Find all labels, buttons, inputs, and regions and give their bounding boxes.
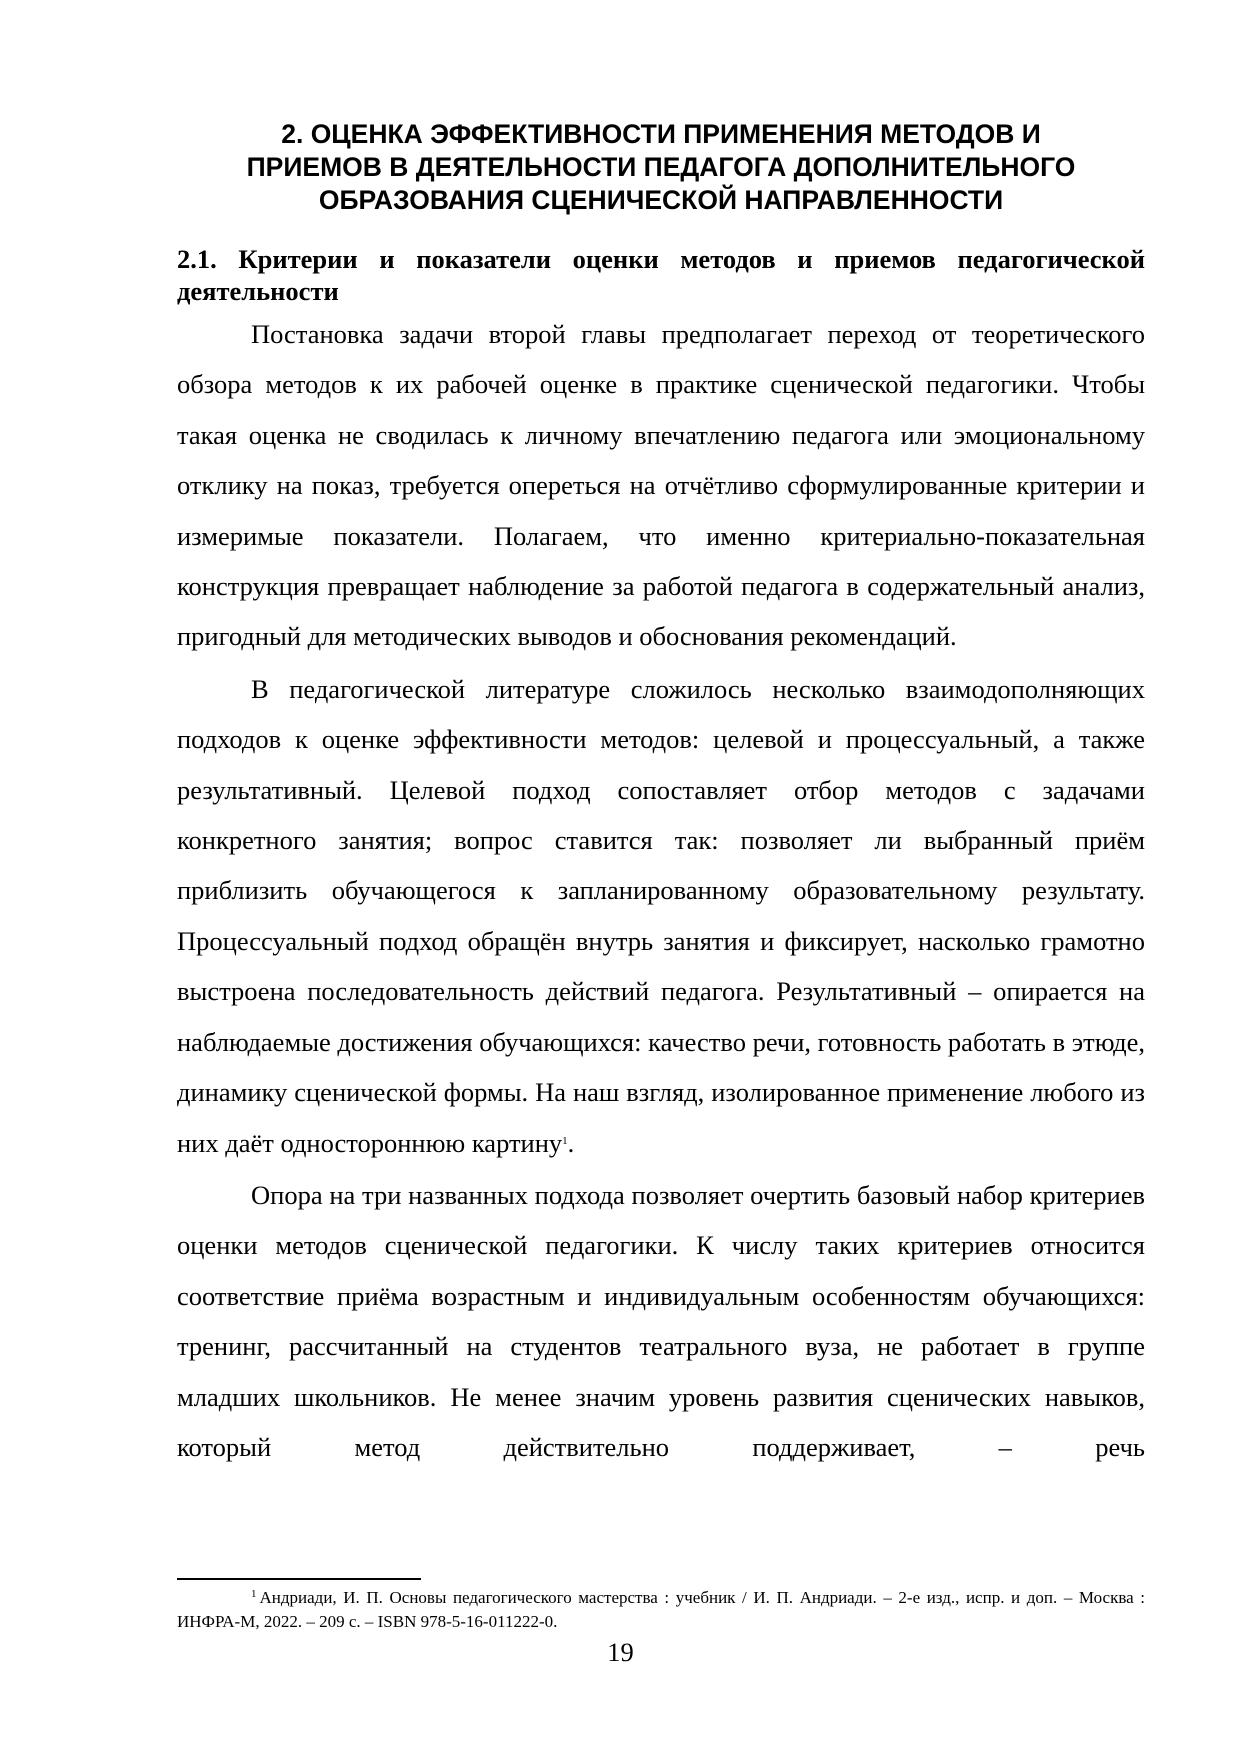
footnote-text: Андриади, И. П. Основы педагогического мастерства : учебник / И. П. Андриади. – 2-е изд., испр. и доп. – Москва : ИНФРА-М, 2022. – 209 с. – ISBN 978-5-16-011222-0.	[177, 1588, 1145, 1631]
chapter-title-line-3: ОБРАЗОВАНИЯ СЦЕНИЧЕСКОЙ НАПРАВЛЕННОСТИ	[318, 185, 1004, 215]
section-title: 2.1. Критерии и показатели оценки методов и приемов педагогической деятельности	[177, 244, 1145, 306]
paragraph-2-end: .	[567, 1127, 575, 1158]
footnote-mark: 1	[251, 1588, 257, 1600]
paragraph-2-text: В педагогической литературе сложилось несколько взаимодополняющих подходов к оценке эффективности методов: целевой и процессуальный, а также результативный. Целевой подход сопоставляет отбор методов с задачами конкретного занятия; вопрос ставится так: позволяет ли выбранный приём приблизить обучающегося к запланированному образовательному результату. Процессуальный подход обращён внутрь занятия и фиксирует, насколько грамотно выстроена последовательность действий педагога. Результативный – опирается на наблюдаемые достижения обучающихся: качество речи, готовность работать в этюде, динамику сценической формы. На наш взгляд, изолированное применение любого из них даёт одностороннюю картину	[177, 673, 1146, 1158]
paragraph-3: Опора на три названных подхода позволяет очертить базовый набор критериев оценки методов сценической педагогики. К числу таких критериев относится соответствие приёма возрастным и индивидуальным особенностям обучающихся: тренинг, рассчитанный на студентов театрального вуза, не работает в группе младших школьников. Не менее значим уровень развития сценических навыков, который метод действительно поддерживает, – речь	[177, 1179, 1145, 1462]
footnote	[177, 1586, 1145, 1634]
paragraph-1: Постановка задачи второй главы предполагает переход от теоретического обзора методов к их рабочей оценке в практике сценической педагогики. Чтобы такая оценка не сводилась к личному впечатлению педагога или эмоциональному отклику на показ, требуется опереться на отчётливо сформулированные критерии и измеримые показатели. Полагаем, что именно критериально-показательная конструкция превращает наблюдение за работой педагога в содержательный анализ, пригодный для методических выводов и обоснования рекомендаций.	[177, 319, 1145, 652]
footnote-reference[interactable]: 1	[562, 1134, 568, 1147]
paragraph-2	[177, 664, 1145, 1168]
page-number: 19	[607, 1637, 634, 1667]
document-page	[177, 118, 1145, 1472]
chapter-title-line-1: 2. ОЦЕНКА ЭФФЕКТИВНОСТИ ПРИМЕНЕНИЯ МЕТОДОВ И	[281, 119, 1041, 149]
chapter-title	[177, 118, 1145, 217]
footnote-separator	[177, 1578, 421, 1580]
chapter-title-line-2: ПРИЕМОВ В ДЕЯТЕЛЬНОСТИ ПЕДАГОГА ДОПОЛНИТЕЛЬНОГО	[246, 152, 1076, 182]
